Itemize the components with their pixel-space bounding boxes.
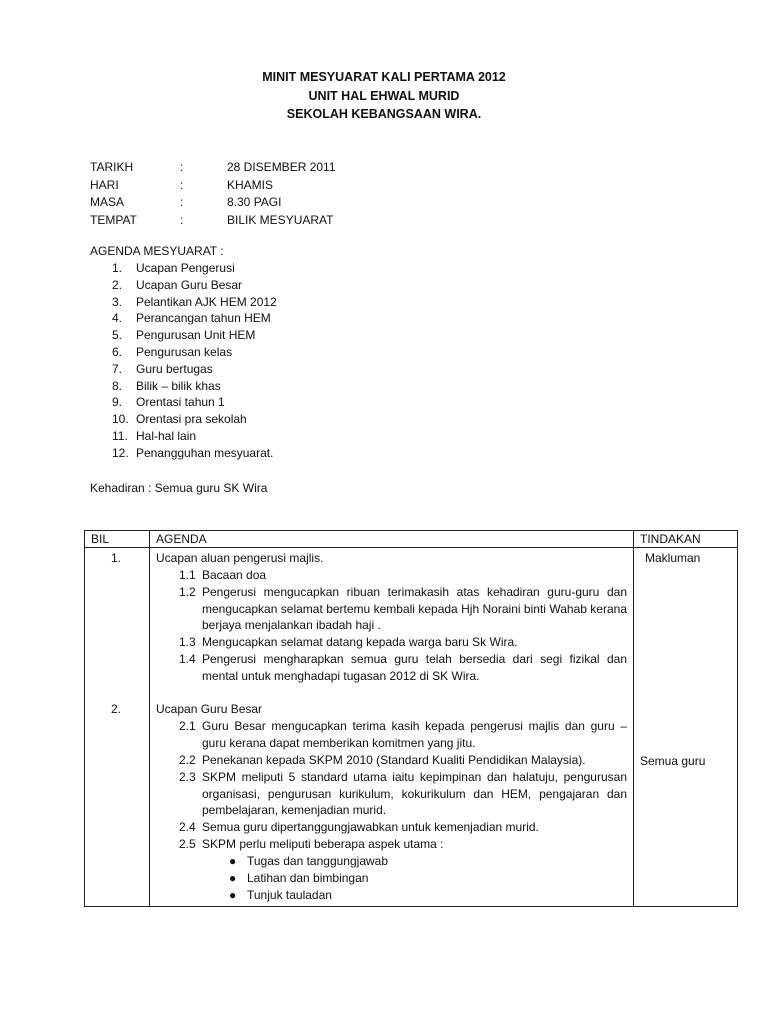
- action-cell: Semua guru: [640, 754, 706, 768]
- agenda-text: Perancangan tahun HEM: [136, 311, 271, 326]
- agenda-number: 5.: [112, 328, 123, 343]
- bullet-text: Latihan dan bimbingan: [247, 871, 369, 885]
- agenda-text: Orentasi tahun 1: [136, 395, 225, 410]
- info-label: TARIKH: [90, 160, 134, 174]
- info-separator: :: [180, 177, 184, 192]
- document-header: [0, 68, 768, 124]
- agenda-number: 11.: [112, 428, 128, 443]
- item-text: Mengucapkan selamat datang kepada warga baru Sk Wira.: [202, 635, 518, 649]
- bullet-text: Tunjuk tauladan: [247, 888, 332, 902]
- agenda-number: 8.: [112, 378, 123, 393]
- attendance-line: Kehadiran : Semua guru SK Wira: [90, 481, 268, 495]
- info-row-masa: [90, 194, 390, 212]
- item-text: Bacaan doa: [202, 568, 267, 582]
- info-value: 8.30 PAGI: [227, 195, 282, 209]
- item-text: Pengerusi mengharapkan semua guru telah bersedia dari segi fizikal dan mental untuk menghadapi tugasan 2012 di SK Wira.: [202, 652, 627, 683]
- agenda-heading: AGENDA MESYUARAT :: [90, 244, 224, 258]
- bullet-icon: ●: [229, 854, 237, 868]
- document-title: MINIT MESYUARAT KALI PERTAMA 2012: [262, 70, 506, 84]
- bullet-text: Tugas dan tanggungjawab: [247, 854, 388, 868]
- item-number: 2.2: [179, 753, 196, 767]
- item-number: 2.3: [179, 770, 196, 784]
- agenda-text: Guru bertugas: [136, 361, 213, 376]
- document-school: SEKOLAH KEBANGSAAN WIRA.: [286, 107, 482, 121]
- info-value: 28 DISEMBER 2011: [227, 160, 336, 174]
- agenda-text: Bilik – bilik khas: [136, 378, 221, 393]
- info-label: MASA: [90, 195, 125, 209]
- section-title: Ucapan Guru Besar: [156, 702, 263, 716]
- item-text: SKPM perlu meliputi beberapa aspek utama :: [202, 837, 444, 851]
- section-number: 1.: [111, 551, 122, 565]
- agenda-number: 4.: [112, 311, 123, 326]
- item-text: Penekanan kepada SKPM 2010 (Standard Kualiti Pendidikan Malaysia).: [202, 753, 586, 767]
- header-agenda: AGENDA: [156, 532, 207, 546]
- item-number: 2.1: [179, 719, 196, 733]
- agenda-text: Hal-hal lain: [136, 428, 197, 443]
- item-text: SKPM meliputi 5 standard utama iaitu kepimpinan dan halatuju, pengurusan organisasi, pengurusan kurikulum, kokurikulum dan HEM, pengajaran dan pembelajaran, kemenjadian murid.: [202, 770, 627, 818]
- item-number: 1.1: [179, 568, 196, 582]
- agenda-text: Penangguhan mesyuarat.: [136, 445, 274, 460]
- item-number: 1.4: [179, 652, 196, 666]
- info-row-tempat: [90, 212, 390, 230]
- header-bil: BIL: [91, 532, 110, 546]
- item-number: 1.2: [179, 585, 196, 599]
- agenda-number: 6.: [112, 344, 123, 359]
- header-tindakan: TINDAKAN: [640, 532, 701, 546]
- action-cell: Makluman: [645, 551, 701, 565]
- meeting-info: [90, 159, 390, 229]
- bullet-icon: ●: [229, 888, 237, 902]
- agenda-number: 1.: [112, 261, 123, 275]
- agenda-text: Ucapan Guru Besar: [136, 277, 243, 292]
- document-unit: UNIT HAL EHWAL MURID: [308, 88, 460, 103]
- info-label: HARI: [90, 177, 119, 192]
- agenda-text: Pengurusan Unit HEM: [136, 328, 256, 343]
- agenda-text: Orentasi pra sekolah: [136, 412, 247, 427]
- info-value: KHAMIS: [227, 177, 274, 192]
- agenda-number: 12.: [112, 445, 129, 460]
- info-value: BILIK MESYUARAT: [227, 212, 334, 227]
- agenda-number: 10.: [112, 412, 129, 427]
- minutes-table: [84, 530, 738, 907]
- section-number: 2.: [111, 702, 122, 716]
- info-separator: :: [180, 195, 184, 209]
- item-text: Pengerusi mengucapkan ribuan terimakasih atas kehadiran guru-guru dan mengucapkan selamat bertemu kembali kepada Hjh Noraini binti Wahab kerana berjaya menjalankan ibadah haji .: [202, 585, 627, 633]
- info-label: TEMPAT: [90, 212, 137, 227]
- item-text: Semua guru dipertanggungjawabkan untuk kemenjadian murid.: [202, 820, 539, 834]
- item-number: 2.5: [179, 837, 196, 851]
- agenda-number: 9.: [112, 395, 123, 410]
- agenda-number: 3.: [112, 294, 123, 309]
- agenda-text: Pengurusan kelas: [136, 344, 233, 359]
- agenda-number: 7.: [112, 361, 123, 376]
- info-row-hari: [90, 177, 390, 195]
- bullet-icon: ●: [229, 871, 237, 885]
- section-title: Ucapan aluan pengerusi majlis.: [156, 551, 324, 565]
- info-separator: :: [180, 160, 184, 174]
- agenda-text: Pelantikan AJK HEM 2012: [136, 294, 277, 309]
- column-divider: [149, 531, 150, 906]
- item-number: 2.4: [179, 820, 196, 834]
- info-row-tarikh: [90, 159, 390, 177]
- item-text: Guru Besar mengucapkan terima kasih kepada pengerusi majlis dan guru – guru kerana dapat memberikan komitmen yang jitu.: [202, 719, 627, 750]
- info-separator: :: [180, 212, 184, 227]
- item-number: 1.3: [179, 635, 196, 649]
- agenda-text: Ucapan Pengerusi: [136, 261, 235, 275]
- agenda-number: 2.: [112, 277, 123, 292]
- column-divider: [633, 531, 634, 906]
